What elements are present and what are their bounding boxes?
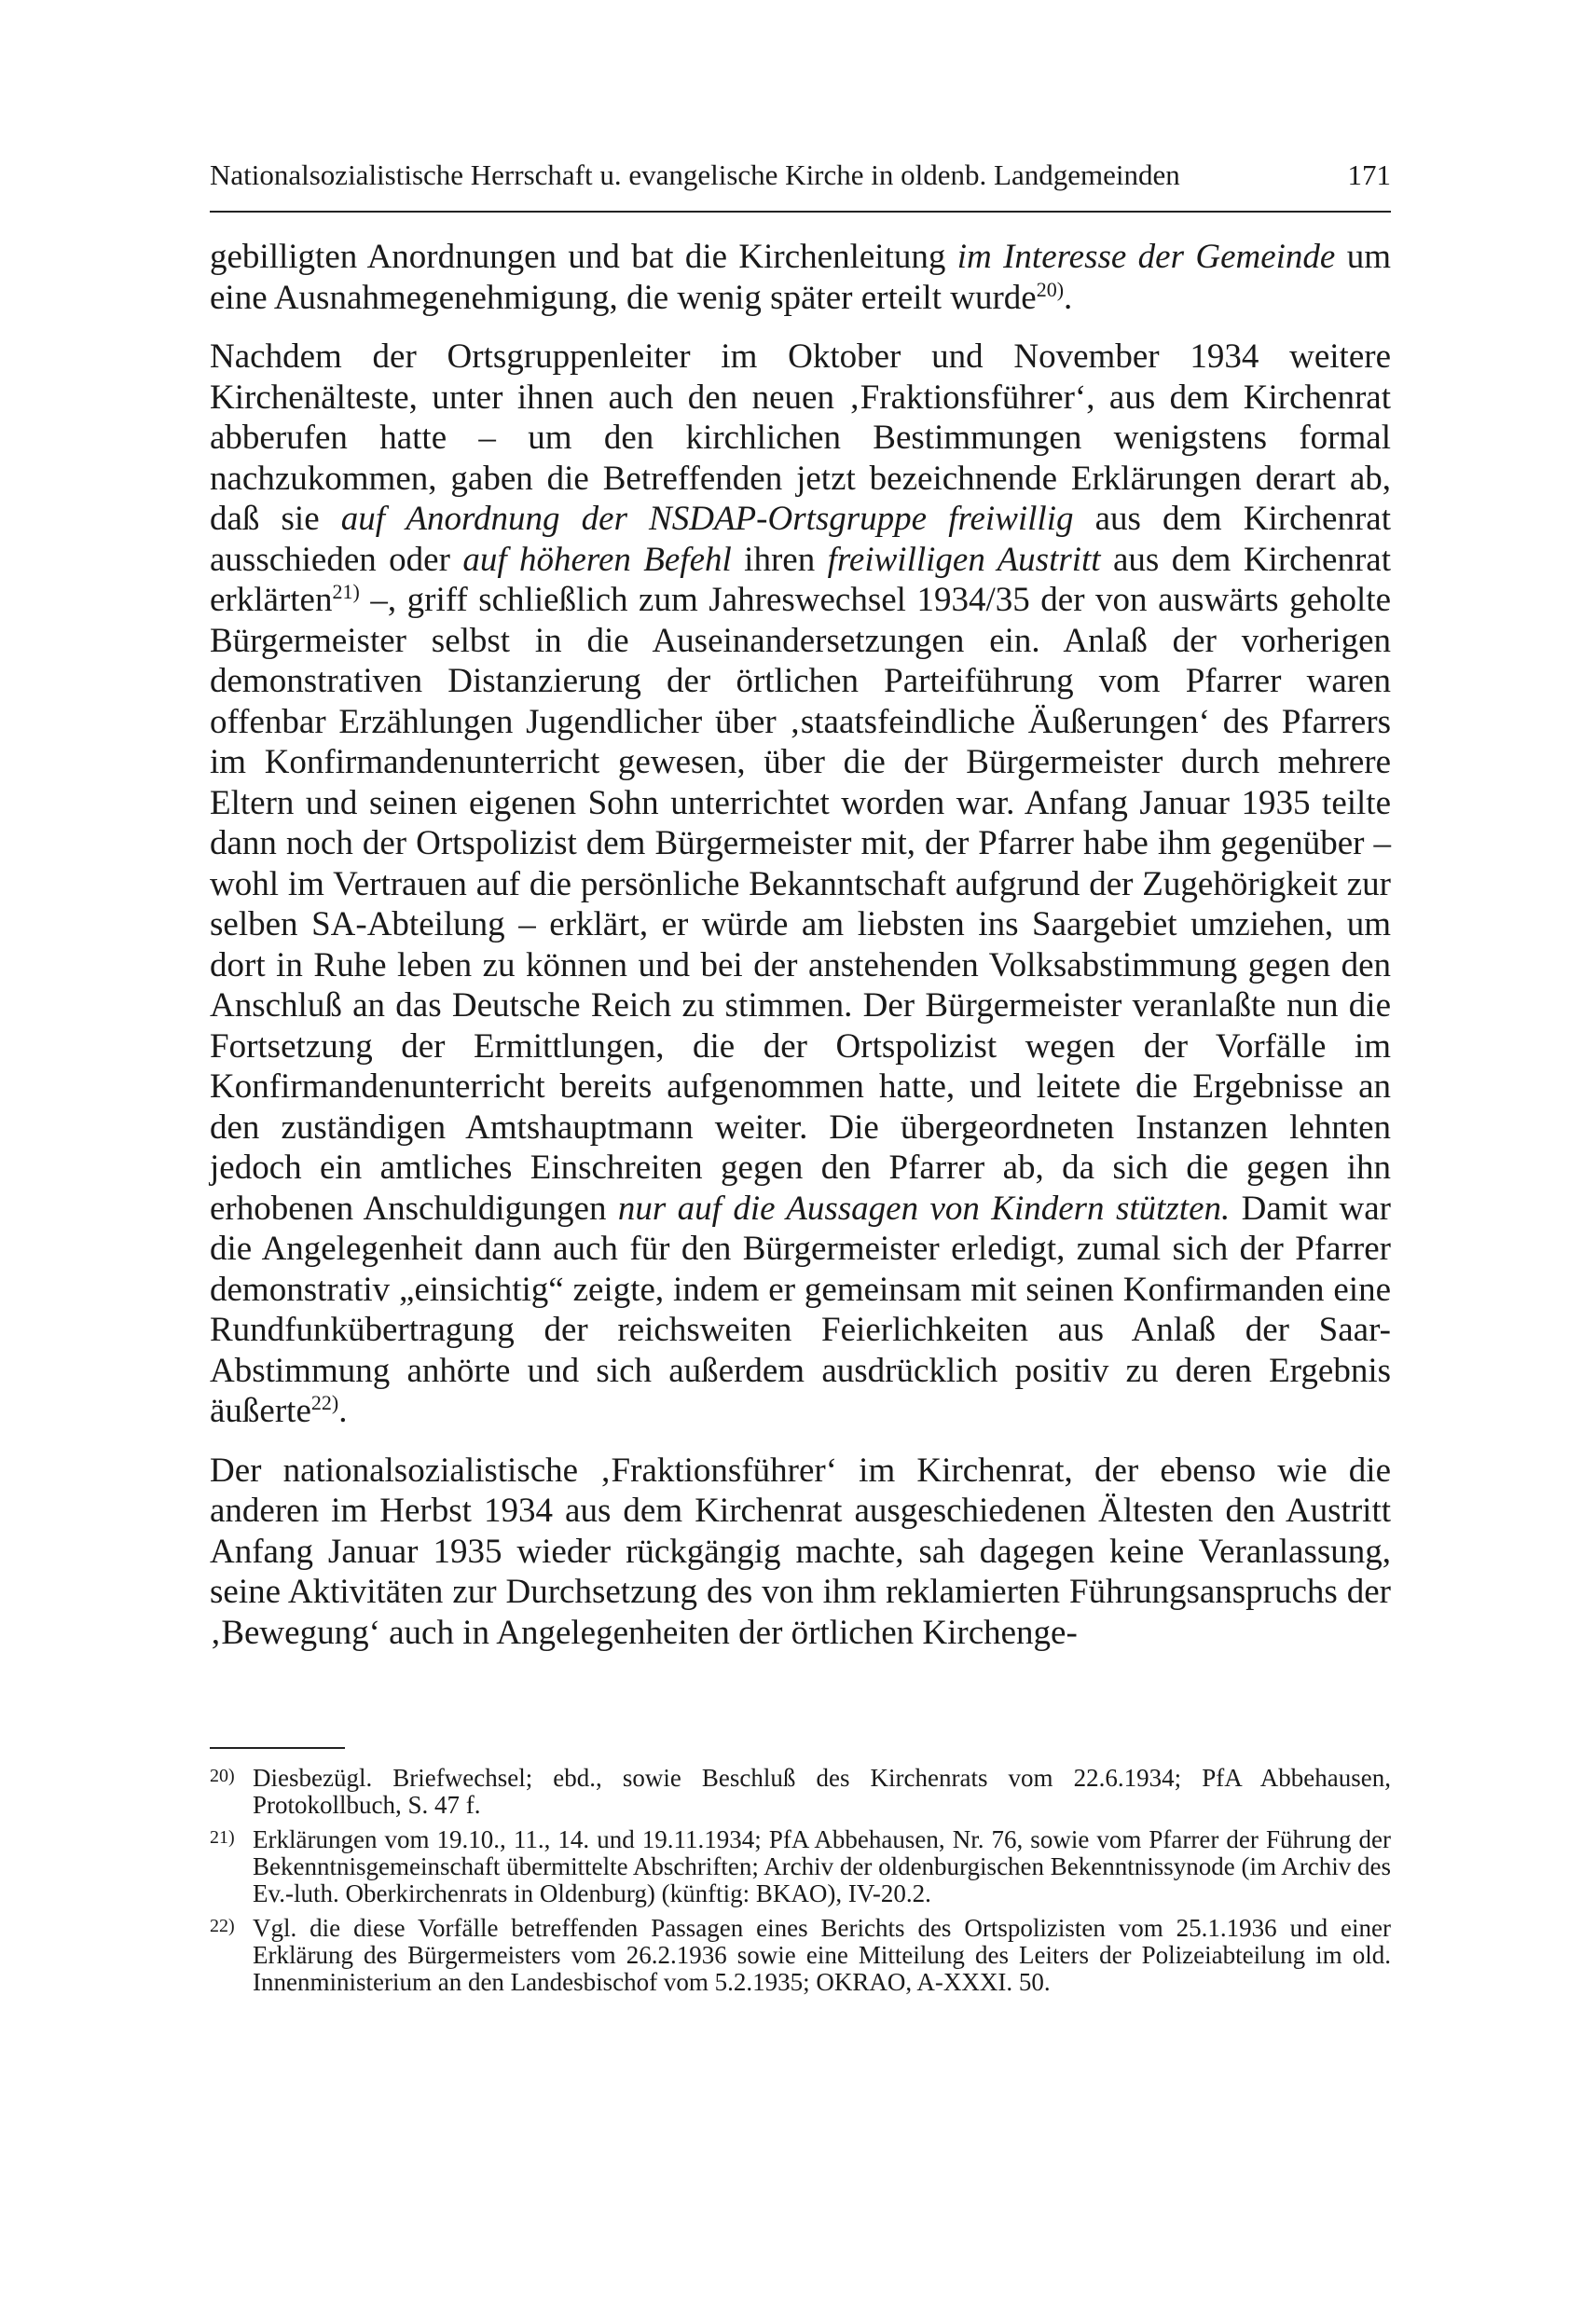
footnote-reference: 20) [1036, 277, 1065, 301]
text-span: ihren [731, 540, 828, 579]
text-span: um eine Ausnahmegenehmigung, die wenig später erteilt wurde [210, 238, 1392, 317]
footnotes [210, 1765, 1391, 2003]
page-number: 171 [1347, 158, 1391, 191]
footnote-text: Vgl. die diese Vorfälle betreffenden Passagen eines Berichts des Ortspolizisten vom 25.1.1936 und einer Erklärung des Bürgermeisters vom 26.2.1936 sowie eine Mitteilung des Leiters der Polizeiabteilung im old. Innenministerium an den Landesbischof vom 5.2.1935; OKRAO, A-XXXI. 50. [253, 1914, 1391, 1996]
footnote-text: Diesbezügl. Briefwechsel; ebd., sowie Beschluß des Kirchenrats vom 22.6.1934; PfA Abbehausen, Protokollbuch, S. 47 f. [253, 1764, 1391, 1819]
text-span: gebilligten Anordnungen und bat die Kirchenleitung [210, 238, 957, 276]
footnote-reference: 21) [332, 580, 360, 603]
footnote-20 [210, 1765, 1391, 1819]
header-rule [210, 211, 1391, 213]
footnote-22 [210, 1915, 1391, 1996]
text-span: . [1064, 278, 1073, 317]
text-span: Nachdem der Ortsgruppenleiter im Oktober und November 1934 weitere Kirchenälteste, unter ihnen auch den neuen ‚Fraktionsführer‘, aus dem Kirchenrat abberufen hatte – um den kirchlichen Bestimmungen wenigstens formal nachzukommen, gaben die Betreffenden jetzt bezeichnende Erklärungen derart ab, daß sie [210, 337, 1391, 538]
italic-emphasis: freiwilligen Austritt [827, 540, 1101, 579]
footnote-marker: 22) [210, 1916, 235, 1936]
paragraph-1 [210, 237, 1391, 318]
text-span: . [338, 1392, 348, 1430]
italic-emphasis: im Interesse der Gemeinde [956, 238, 1336, 276]
running-header-title: Nationalsozialistische Herrschaft u. evangelische Kirche in oldenb. Landgemeinden [210, 158, 1180, 191]
italic-emphasis: auf Anordnung der NSDAP-Ortsgruppe freiwillig [340, 500, 1074, 538]
footnote-rule [210, 1747, 345, 1749]
footnote-marker: 20) [210, 1766, 235, 1786]
text-span: Damit war die Angelegenheit dann auch für den Bürgermeister erledigt, zumal sich der Pfarrer demonstrativ „einsichtig“ zeigte, indem er gemeinsam mit seinen Konfirmanden eine Rundfunkübertragung der reichsweiten Feierlichkeiten aus Anlaß der Saar-Abstimmung anhörte und sich außerdem ausdrücklich positiv zu deren Ergebnis äußerte [210, 1189, 1391, 1430]
text-span: aus dem Kirchenrat ausschieden oder [210, 500, 1391, 579]
body-text [210, 237, 1391, 1653]
paragraph-2 [210, 337, 1391, 1432]
text-span: –, griff schließlich zum Jahreswechsel 1934/35 der von auswärts geholte Bürgermeister selbst in die Auseinandersetzungen ein. Anlaß der vorherigen demonstrativen Distanzierung der örtlichen Parteiführung vom Pfarrer waren offenbar Erzählungen Jugendlicher über ‚staatsfeindliche Äußerungen‘ des Pfarrers im Konfirmandenunterricht gewesen, über die der Bürgermeister durch mehrere Eltern und seinen eigenen Sohn unterrichtet worden war. Anfang Januar 1935 teilte dann noch der Ortspolizist dem Bürgermeister mit, der Pfarrer habe ihm gegenüber – wohl im Vertrauen auf die persönliche Bekanntschaft aufgrund der Zugehörigkeit zur selben SA-Abteilung – erklärt, er würde am liebsten ins Saargebiet umziehen, um dort in Ruhe leben zu können und bei der anstehenden Volksabstimmung gegen den Anschluß an das Deutsche Reich zu stimmen. Der Bürgermeister veranlaßte nun die Fortsetzung der Ermittlungen, die der Ortspolizist wegen der Vorfälle im Konfirmandenunterricht bereits aufgenommen hatte, und leitete die Ergebnisse an den zuständigen Amtshauptmann weiter. Die übergeordneten Instanzen lehnten jedoch ein amtliches Einschreiten gegen den Pfarrer ab, da sich die gegen ihn erhobenen Anschuldigungen [210, 581, 1391, 1228]
text-span: aus dem Kirchenrat erklärten [210, 540, 1392, 619]
footnote-21 [210, 1826, 1391, 1907]
italic-emphasis: auf höheren Befehl [462, 540, 732, 579]
footnote-reference: 22) [310, 1391, 339, 1414]
footnote-marker: 21) [210, 1827, 235, 1848]
italic-emphasis: nur auf die Aussagen von Kindern stützten. [617, 1189, 1231, 1228]
paragraph-3: Der nationalsozialistische ‚Fraktionsführer‘ im Kirchenrat, der ebenso wie die anderen im Herbst 1934 aus dem Kirchenrat ausgeschiedenen Ältesten den Austritt Anfang Januar 1935 wieder rückgängig machte, sah dagegen keine Veranlassung, seine Aktivitäten zur Durchsetzung des von ihm reklamierten Führungsanspruchs der ‚Bewegung‘ auch in Angelegenheiten der örtlichen Kirchenge- [210, 1451, 1391, 1652]
footnote-text: Erklärungen vom 19.10., 11., 14. und 19.11.1934; PfA Abbehausen, Nr. 76, sowie vom Pfarrer der Führung der Bekenntnisgemeinschaft übermittelte Abschriften; Archiv der oldenburgischen Bekenntnissynode (im Archiv des Ev.-luth. Oberkirchenrats in Oldenburg) (künftig: BKAO), IV-20.2. [253, 1825, 1391, 1907]
running-header [210, 157, 1391, 194]
